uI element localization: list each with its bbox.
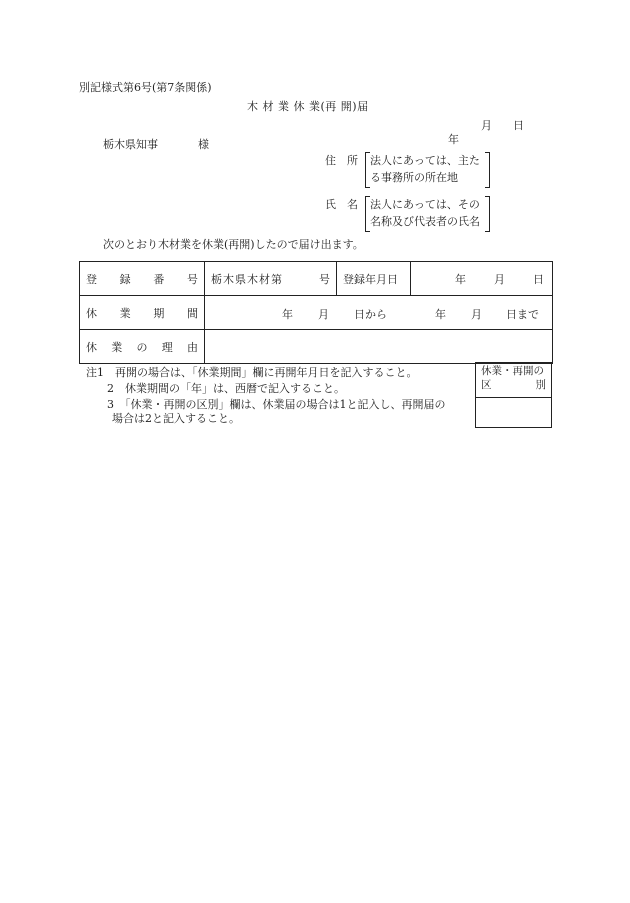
reg-number-cell[interactable] <box>205 262 337 296</box>
date-day: 日 <box>513 119 524 132</box>
note-2: 2 休業期間の「年」は、西暦で記入すること。 <box>107 382 345 395</box>
date-month: 月 <box>481 119 492 132</box>
kubetsu-label-b: 別 <box>535 379 546 391</box>
reg-date-label-cell <box>337 262 411 296</box>
reg-date-cell[interactable] <box>411 262 553 296</box>
intro-text: 次のとおり木材業を休業(再開)したので届け出ます。 <box>103 238 364 251</box>
date-line <box>441 119 459 147</box>
date-year: 年 <box>448 133 459 146</box>
reg-date-label: 登録年月日 <box>343 272 398 286</box>
note-3-line1: 3 「休業・再開の区別」欄は、休業届の場合は1と記入し、再開届の <box>107 398 446 411</box>
kubetsu-label-a: 区 <box>481 379 492 391</box>
address-bracket-right <box>485 152 490 188</box>
note-3-line2: 場合は2と記入すること。 <box>112 412 240 425</box>
reg-date-month: 月 <box>494 272 505 286</box>
address-label: 住 所 <box>325 154 358 167</box>
period-from-day: 日から <box>354 307 387 321</box>
period-from-month: 月 <box>318 307 329 321</box>
reason-label: 休 業 の 理 由 <box>86 340 198 354</box>
table-row <box>80 262 553 296</box>
name-bracket-right <box>485 196 490 232</box>
period-label-cell <box>80 296 205 330</box>
form-title: 木 材 業 休 業(再 開)届 <box>247 100 369 113</box>
reg-number-prefix: 栃木県木材第 <box>211 272 283 286</box>
reg-number-label: 登 録 番 号 <box>86 272 198 286</box>
address-note-line2: る事務所の所在地 <box>370 171 458 184</box>
application-table <box>79 261 553 364</box>
addressee-name: 栃木県知事 <box>103 138 158 151</box>
addressee-honorific: 様 <box>198 138 209 151</box>
period-to-month: 月 <box>471 307 482 321</box>
kubetsu-label-line1: 休業・再開の <box>481 365 544 377</box>
address-note-line1: 法人にあっては、主た <box>370 154 480 167</box>
period-label: 休 業 期 間 <box>86 306 198 320</box>
period-to-day: 日まで <box>506 307 539 321</box>
period-to-year: 年 <box>435 307 446 321</box>
note-1: 注1 再開の場合は、「休業期間」欄に再開年月日を記入すること。 <box>86 366 418 379</box>
reg-date-year: 年 <box>455 272 466 286</box>
reg-number-label-cell <box>80 262 205 296</box>
reg-number-suffix: 号 <box>319 272 330 286</box>
kubetsu-header <box>476 363 551 398</box>
name-note-line1: 法人にあっては、その <box>370 198 480 211</box>
reason-cell[interactable] <box>205 330 553 364</box>
table-row <box>80 330 553 364</box>
kubetsu-value-field[interactable] <box>476 398 551 427</box>
name-label: 氏 名 <box>325 198 358 211</box>
form-number: 別記様式第6号(第7条関係) <box>79 81 212 94</box>
reg-date-day: 日 <box>533 272 544 286</box>
reason-label-cell <box>80 330 205 364</box>
name-note-line2: 名称及び代表者の氏名 <box>370 215 480 228</box>
period-cell[interactable] <box>205 296 553 330</box>
period-from-year: 年 <box>282 307 293 321</box>
table-row <box>80 296 553 330</box>
kubetsu-box <box>475 362 552 428</box>
